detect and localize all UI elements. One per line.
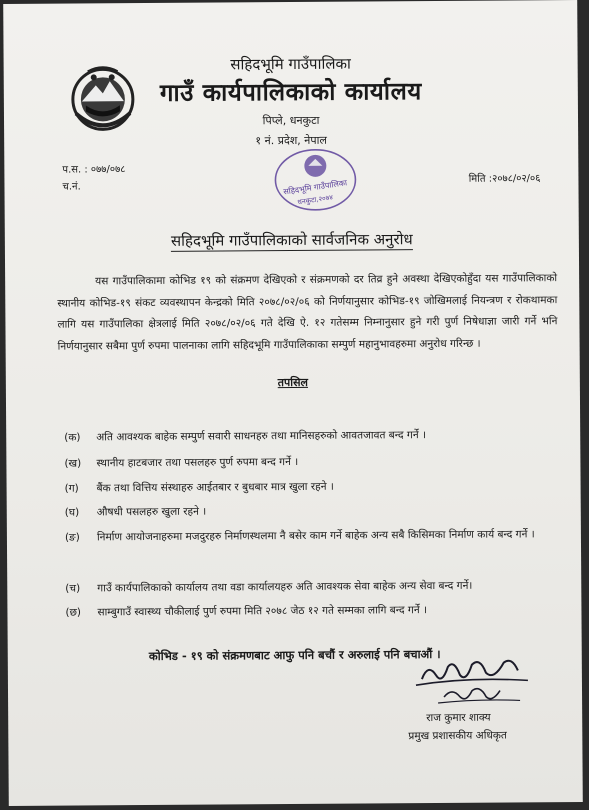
item-text: स्थानीय हाटबजार तथा पसलहरु पुर्ण रुपमा बन्द गर्ने । (96, 455, 299, 470)
item-marker: (ग) (64, 482, 79, 495)
item-marker: (ख) (64, 457, 82, 470)
body-text: यस गाउँपालिकामा कोभिड १९ को संक्रमण देखिएको र संक्रमणको दर तिव्र हुने अवस्था देखिएकोहुँदा यस गाउँपालिकाको स्थानीय कोभिड-१९ संकट व्यवस्थापन केन्द्रको मिति २०७८/०२/०६ को निर्णयानुसार कोभिड-१९ जोखिमलाई नियन्त्रण र रोकथामका लागि यस गाउँपालिका क्षेत्रलाई मिति २०७८/०२/०६ गते देखि ऐ. १२ गतेसम्म निम्नानुसार हुने गरी पुर्ण निषेधाज्ञा जारी गर्ने भनि निर्णयानुसार सबैमा पुर्ण रुपमा पालनाका लागि सहिदभूमि गाउँपालिकाका सम्पुर्ण महानुभावहरुमा अनुरोध गरिन्छ । (57, 272, 558, 353)
office-address: पिप्ले, धनकुटा (262, 113, 320, 128)
item-marker: (छ) (65, 606, 82, 619)
list-item (64, 449, 554, 470)
item-text: गाउँ कार्यपालिकाको कार्यालय तथा वडा कार्यालयहरु अति आवश्यक सेवा बाहेक अन्य सेवा बन्द गर्ने। (97, 579, 473, 595)
province-line: १ नं. प्रदेश, नेपाल (255, 133, 327, 148)
letter-date: मिति :२०७८/०२/०६ (468, 173, 541, 185)
reference-block (62, 161, 125, 195)
item-text: साम्बुगाउँ स्वास्थ्य चौकीलाई पुर्ण रुपमा मिति २०७८ जेठ १२ गते सम्मका लागि बन्द गर्ने । (97, 604, 428, 619)
signatory-name: राज कुमार शाक्य (426, 711, 491, 725)
item-text: बैंक तथा वित्तिय संस्थाहरु आईतबार र बुधबार मात्र खुला रहने । (96, 480, 334, 495)
signatory-title: प्रमुख प्रशासकीय अधिकृत (408, 729, 507, 743)
handwritten-signature (408, 652, 538, 709)
item-marker: (च) (65, 582, 81, 595)
reference-number: प.स. : ०७७/०७८ (62, 164, 126, 176)
stamp-text-1: सहिदभूमि गाउँपालिका (282, 178, 348, 197)
municipality-name: सहिदभूमि गाउँपालिका (230, 54, 351, 74)
item-marker: (घ) (64, 506, 80, 519)
office-stamp (271, 146, 359, 215)
list-item (65, 574, 555, 595)
dispatch-number: च.नं. (62, 181, 81, 193)
item-text: निर्माण आयोजनाहरुमा मजदुरहरु निर्माणस्थलमा नै बसेर काम गर्ने बाहेक अन्य सबै किसिमका निर्माण कार्य बन्द गर्ने । (96, 528, 535, 544)
list-item (64, 423, 554, 444)
body-paragraph (57, 268, 558, 357)
slogan: कोभिड - १९ को संक्रमणबाट आफु पनि बचौं र अरुलाई पनि बचाऔं । (148, 646, 441, 664)
subject-text: सहिदभूमि गाउँपालिकाको सार्वजनिक अनुरोध (170, 230, 413, 250)
item-marker: (ङ) (64, 531, 80, 544)
office-title: गाउँ कार्यपालिकाको कार्यालय (159, 77, 422, 107)
letter-page (3, 0, 583, 806)
item-text: औषधी पसलहरु खुला रहने । (96, 505, 207, 519)
stamp-text-2: धनकुटा,२०७४ (297, 193, 334, 207)
list-item (64, 474, 555, 495)
subject-heading (5, 228, 579, 252)
item-marker: (क) (64, 431, 81, 444)
details-heading: तपसिल (277, 375, 309, 390)
item-text: अति आवश्यक बाहेक सम्पुर्ण सवारी साधनहरु तथा मानिसहरुको आवतजावत बन्द गर्ने । (96, 429, 427, 444)
list-item (64, 523, 555, 544)
